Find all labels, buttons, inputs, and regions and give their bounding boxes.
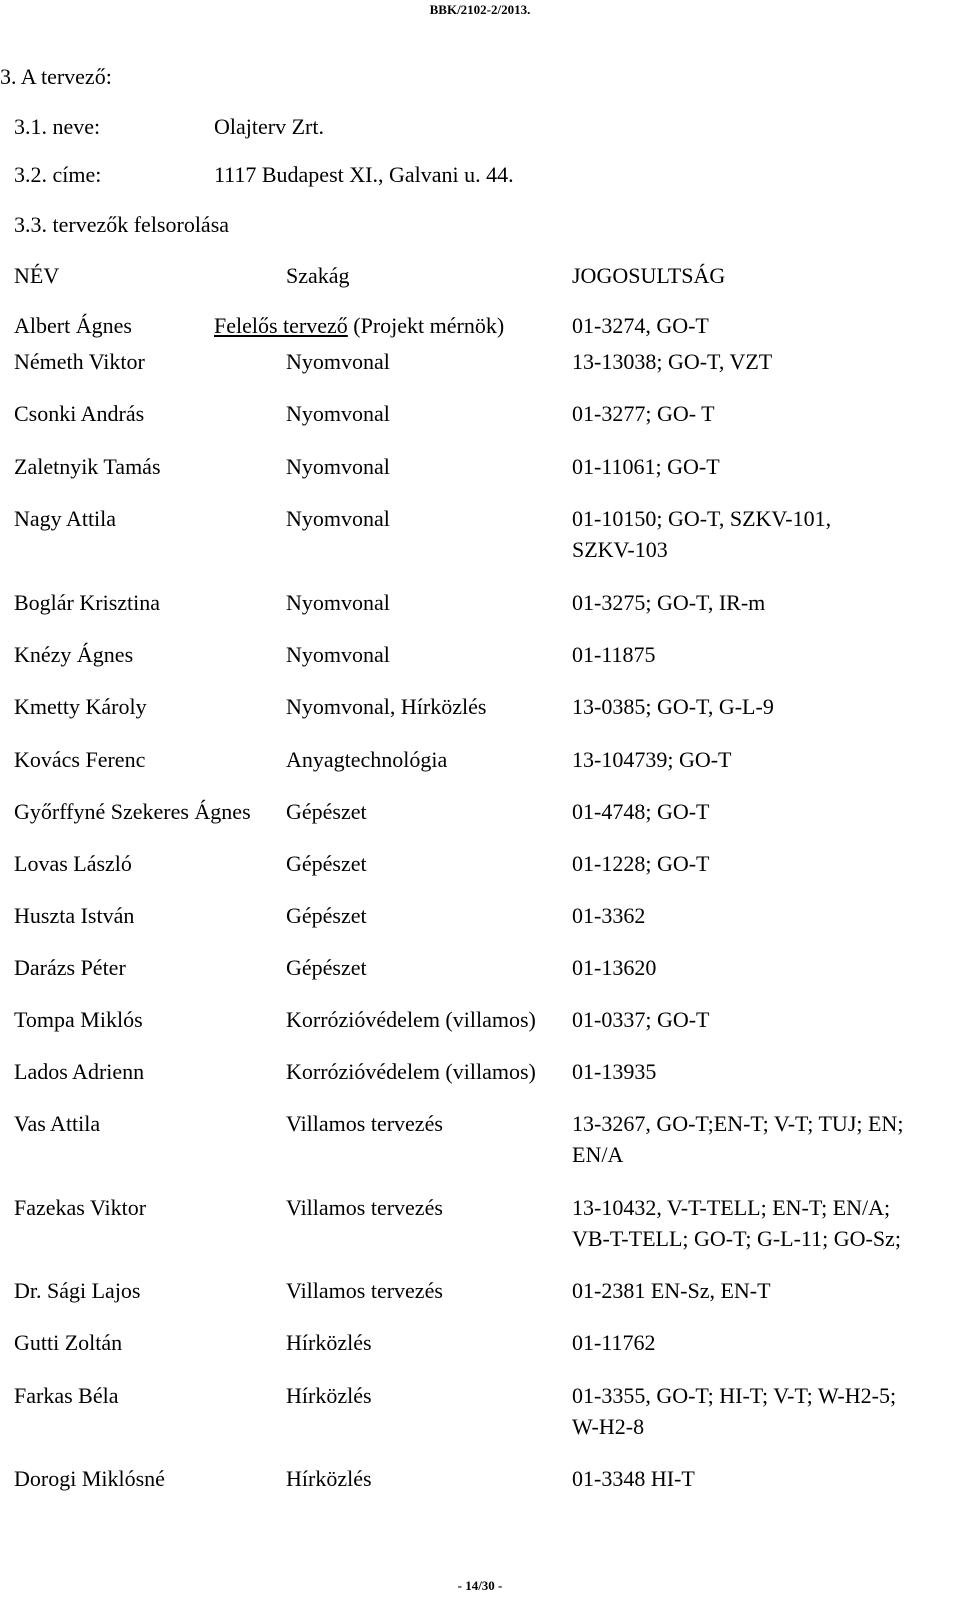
- designer-field: Korrózióvédelem (villamos): [286, 1059, 536, 1084]
- designer-field: Nyomvonal, Hírközlés: [286, 694, 487, 719]
- designer-field: Gépészet: [286, 903, 367, 928]
- header-name: NÉV: [14, 263, 60, 288]
- designer-name: Dr. Sági Lajos: [14, 1278, 141, 1303]
- designer-field-rest: (Projekt mérnök): [347, 313, 505, 338]
- designer-name: Fazekas Viktor: [14, 1195, 147, 1220]
- designer-rights-line: 01-10150; GO-T, SZKV-101,: [572, 506, 832, 531]
- header-rights: JOGOSULTSÁG: [572, 263, 726, 288]
- designer-list-label: 3.3. tervezők felsorolása: [14, 212, 230, 237]
- designer-rights-line: 13-10432, V-T-TELL; EN-T; EN/A;: [572, 1195, 891, 1220]
- designer-rights: [572, 900, 952, 931]
- designer-field: Hírközlés: [286, 1466, 372, 1491]
- designer-rights-line: 01-3362: [572, 903, 646, 928]
- designer-rights: [572, 1056, 952, 1087]
- designer-rights-line: 01-11875: [572, 642, 656, 667]
- designer-field: Hírközlés: [286, 1383, 372, 1408]
- name-label: 3.1. neve:: [14, 114, 101, 139]
- designer-rights: [572, 691, 952, 722]
- section-title: 3. A tervező:: [0, 64, 112, 89]
- address-value: 1117 Budapest XI., Galvani u. 44.: [214, 162, 514, 187]
- designer-rights-line: W-H2-8: [572, 1414, 645, 1439]
- header-field: Szakág: [286, 263, 350, 288]
- designer-field: Villamos tervezés: [286, 1278, 443, 1303]
- designer-rights: [572, 1192, 952, 1254]
- designer-field-underlined: Felelős tervező: [214, 313, 348, 338]
- designer-field: Villamos tervezés: [286, 1195, 443, 1220]
- designer-rights: [572, 1004, 952, 1035]
- designer-rights-line: 01-3277; GO- T: [572, 401, 715, 426]
- designer-rights-line: 01-3274, GO-T: [572, 313, 709, 338]
- designer-rights-line: EN/A: [572, 1142, 624, 1167]
- designer-field: Gépészet: [286, 799, 367, 824]
- designer-name: Lovas László: [14, 851, 132, 876]
- designer-rights: [572, 796, 952, 827]
- designer-rights: [572, 398, 952, 429]
- designer-rights-line: SZKV-103: [572, 537, 668, 562]
- designer-rights-line: 01-1228; GO-T: [572, 851, 710, 876]
- designer-field: Nyomvonal: [286, 401, 390, 426]
- designer-field: Nyomvonal: [286, 506, 390, 531]
- designer-name: Boglár Krisztina: [14, 590, 161, 615]
- designer-field: Villamos tervezés: [286, 1111, 443, 1136]
- designer-name: Gutti Zoltán: [14, 1330, 123, 1355]
- designer-rights-line: 01-3355, GO-T; HI-T; V-T; W-H2-5;: [572, 1383, 897, 1408]
- designer-name: Knézy Ágnes: [14, 642, 134, 667]
- designer-rights: [572, 587, 952, 618]
- designer-field: Anyagtechnológia: [286, 747, 448, 772]
- designer-rights: [572, 1380, 952, 1442]
- designer-rights: [572, 1463, 952, 1494]
- designer-rights-line: 01-0337; GO-T: [572, 1007, 710, 1032]
- designer-field: Nyomvonal: [286, 349, 390, 374]
- designer-rights-line: 01-11061; GO-T: [572, 454, 720, 479]
- designer-name: Kovács Ferenc: [14, 747, 146, 772]
- designer-rights-line: VB-T-TELL; GO-T; G-L-11; GO-Sz;: [572, 1226, 901, 1251]
- designer-name: Kmetty Károly: [14, 694, 147, 719]
- document-id: BBK/2102-2/2013.: [429, 2, 531, 17]
- designer-rights: [572, 503, 952, 565]
- designer-rights-line: 13-13038; GO-T, VZT: [572, 349, 773, 374]
- designer-field: Korrózióvédelem (villamos): [286, 1007, 536, 1032]
- designer-name: Tompa Miklós: [14, 1007, 143, 1032]
- designer-name: Dorogi Miklósné: [14, 1466, 165, 1491]
- designer-rights-line: 01-13935: [572, 1059, 657, 1084]
- designer-rights-line: 01-11762: [572, 1330, 656, 1355]
- page-number: - 14/30 -: [457, 1578, 503, 1593]
- name-value: Olajterv Zrt.: [214, 114, 324, 139]
- designer-rights: [572, 310, 952, 341]
- designer-rights: [572, 346, 952, 377]
- designer-name: Albert Ágnes: [14, 313, 132, 338]
- designer-field: [214, 310, 504, 341]
- designer-rights: [572, 848, 952, 879]
- designer-name: Nagy Attila: [14, 506, 117, 531]
- designer-field: Nyomvonal: [286, 454, 390, 479]
- designer-field: Nyomvonal: [286, 642, 390, 667]
- designer-rights-line: 01-3348 HI-T: [572, 1466, 695, 1491]
- designer-rights: [572, 1108, 952, 1170]
- designer-rights-line: 13-3267, GO-T;EN-T; V-T; TUJ; EN;: [572, 1111, 904, 1136]
- designer-rights-line: 01-4748; GO-T: [572, 799, 710, 824]
- address-label: 3.2. címe:: [14, 162, 102, 187]
- designer-rights-line: 01-13620: [572, 955, 657, 980]
- designer-rights-line: 13-0385; GO-T, G-L-9: [572, 694, 774, 719]
- designer-rights: [572, 639, 952, 670]
- designer-name: Csonki András: [14, 401, 145, 426]
- designer-field: Gépészet: [286, 955, 367, 980]
- designer-rights: [572, 451, 952, 482]
- designer-name: Darázs Péter: [14, 955, 126, 980]
- designer-rights: [572, 1275, 952, 1306]
- designer-name: Vas Attila: [14, 1111, 101, 1136]
- designer-rights-line: 01-3275; GO-T, IR-m: [572, 590, 766, 615]
- designer-name: Németh Viktor: [14, 349, 145, 374]
- designer-field: Hírközlés: [286, 1330, 372, 1355]
- designer-field: Gépészet: [286, 851, 367, 876]
- designer-rights-line: 13-104739; GO-T: [572, 747, 732, 772]
- designer-rights: [572, 952, 952, 983]
- designer-rights: [572, 1327, 952, 1358]
- designer-name: Lados Adrienn: [14, 1059, 145, 1084]
- designer-name: Győrffyné Szekeres Ágnes: [14, 799, 251, 824]
- designer-name: Huszta István: [14, 903, 135, 928]
- designer-rights: [572, 744, 952, 775]
- designer-rights-line: 01-2381 EN-Sz, EN-T: [572, 1278, 771, 1303]
- designer-name: Farkas Béla: [14, 1383, 119, 1408]
- designer-field: Nyomvonal: [286, 590, 390, 615]
- designer-name: Zaletnyik Tamás: [14, 454, 161, 479]
